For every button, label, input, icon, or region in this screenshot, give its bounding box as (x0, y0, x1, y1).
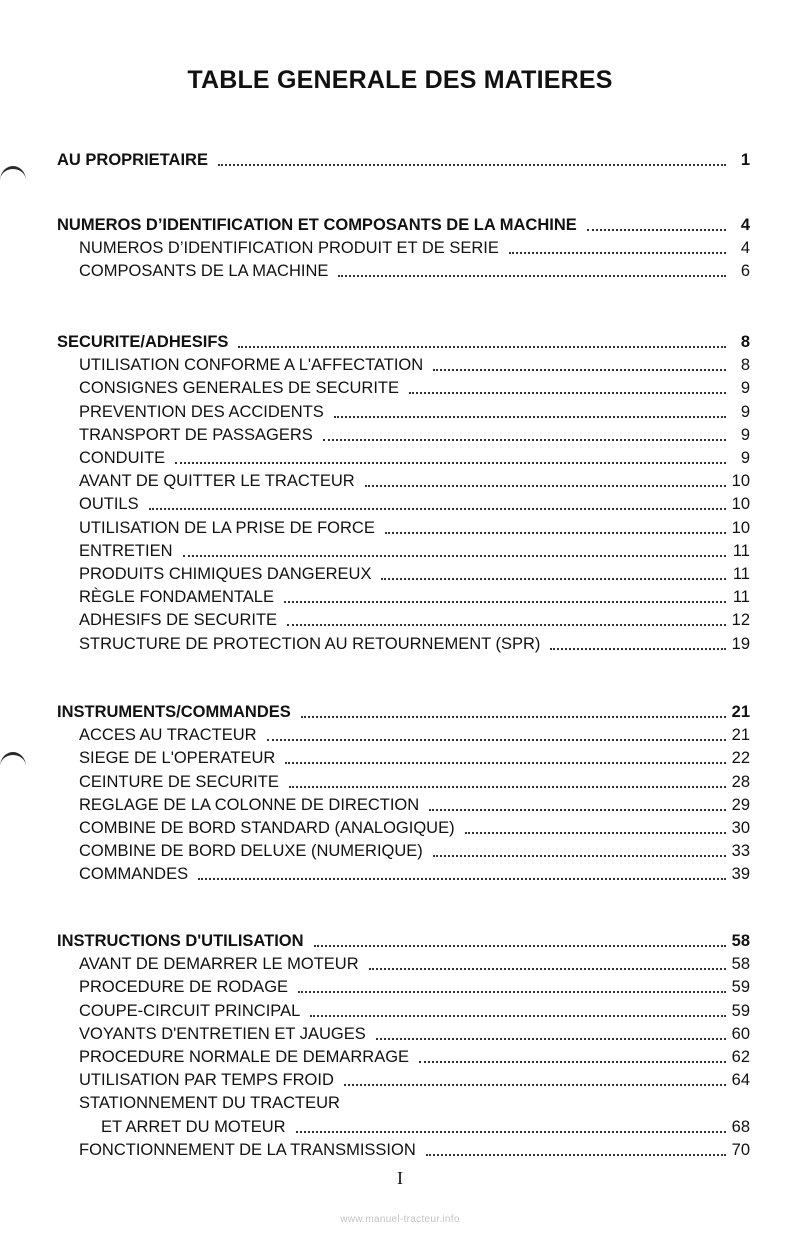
entry-page-number: 70 (731, 1140, 750, 1159)
entry-page-number: 10 (731, 495, 750, 514)
entry-page-number: 58 (731, 932, 750, 950)
entry-page-number: 10 (731, 518, 750, 537)
watermark: www.manuel-tracteur.info (340, 1214, 460, 1225)
entry-label: PRODUITS CHIMIQUES DANGEREUX (79, 565, 372, 583)
entry-page-number: 12 (731, 611, 750, 630)
dot-leader (429, 809, 725, 811)
entry-label: ET ARRET DU MOTEUR (101, 1117, 286, 1136)
toc-entry[interactable] (79, 375, 750, 398)
dot-leader (238, 346, 726, 348)
entry-label: COMMANDES (79, 865, 189, 884)
dot-leader (385, 532, 726, 534)
entry-label: PROCEDURE NORMALE DE DEMARRAGE (79, 1048, 410, 1066)
entry-label: AVANT DE DEMARRER LE MOTEUR (79, 955, 359, 974)
dot-leader (465, 832, 726, 834)
toc-entry[interactable] (79, 861, 750, 884)
toc-entry[interactable] (79, 258, 750, 281)
toc-entry[interactable] (79, 468, 750, 491)
entry-page-number: 68 (731, 1117, 750, 1136)
toc-entry[interactable] (101, 1114, 750, 1137)
toc-entry[interactable] (79, 1090, 750, 1113)
entry-page-number: 8 (740, 356, 750, 375)
dot-leader (285, 762, 725, 764)
dot-leader (284, 601, 726, 603)
dot-leader (426, 1154, 726, 1156)
entry-page-number: 4 (740, 216, 750, 234)
entry-label: UTILISATION PAR TEMPS FROID (79, 1071, 334, 1090)
entry-label: COUPE-CIRCUIT PRINCIPAL (79, 1001, 301, 1020)
dot-leader (298, 991, 726, 993)
toc-entry[interactable] (79, 745, 750, 768)
toc-entry[interactable] (79, 584, 750, 607)
dot-leader (287, 624, 726, 626)
toc-entry[interactable] (79, 445, 750, 468)
entry-label: VOYANTS D'ENTRETIEN ET JAUGES (79, 1024, 366, 1043)
dot-leader (338, 275, 726, 277)
dot-leader (198, 878, 726, 880)
toc-section-heading[interactable] (57, 212, 750, 235)
dot-leader (323, 439, 726, 441)
entry-label: TRANSPORT DE PASSAGERS (79, 425, 313, 444)
toc-entry[interactable] (79, 974, 750, 997)
entry-label: REGLAGE DE LA COLONNE DE DIRECTION (79, 795, 420, 814)
entry-page-number: 9 (740, 379, 750, 398)
dot-leader (433, 369, 726, 371)
dot-leader (419, 1061, 726, 1063)
entry-label: COMBINE DE BORD DELUXE (NUMERIQUE) (79, 842, 423, 861)
toc-entry[interactable] (79, 1067, 750, 1090)
toc-section-heading[interactable] (57, 928, 750, 951)
entry-label: NUMEROS D’IDENTIFICATION PRODUIT ET DE SERIE (79, 239, 499, 258)
entry-page-number: 1 (740, 151, 750, 169)
toc-entry[interactable] (79, 838, 750, 861)
entry-label: AVANT DE QUITTER LE TRACTEUR (79, 472, 355, 491)
dot-leader (301, 716, 726, 718)
toc-entry[interactable] (79, 538, 750, 561)
toc-entry[interactable] (79, 422, 750, 445)
binder-hole-mark-bottom (0, 752, 26, 781)
entry-page-number: 58 (731, 955, 750, 974)
dot-leader (334, 416, 726, 418)
dot-leader (310, 1015, 725, 1017)
toc-entry[interactable] (79, 631, 750, 654)
entry-page-number: 6 (740, 262, 750, 281)
toc-entry[interactable] (79, 815, 750, 838)
entry-label: AU PROPRIETAIRE (57, 151, 208, 169)
toc-entry[interactable] (79, 235, 750, 258)
dot-leader (409, 392, 726, 394)
entry-label: UTILISATION CONFORME A L'AFFECTATION (79, 356, 424, 375)
dot-leader (218, 164, 726, 166)
toc-entry[interactable] (79, 1044, 750, 1067)
toc-entry[interactable] (79, 769, 750, 792)
toc-entry[interactable] (79, 998, 750, 1021)
toc-section-heading[interactable] (57, 329, 750, 352)
dot-leader (344, 1084, 726, 1086)
entry-label: SIEGE DE L'OPERATEUR (79, 749, 276, 768)
entry-page-number: 62 (731, 1048, 750, 1066)
dot-leader (365, 485, 726, 487)
entry-page-number: 30 (731, 819, 750, 837)
entry-page-number: 9 (740, 449, 750, 467)
entry-label: CONDUITE (79, 449, 166, 467)
dot-leader (289, 786, 726, 788)
entry-page-number: 21 (731, 703, 750, 721)
entry-label: PROCEDURE DE RODAGE (79, 978, 289, 997)
entry-label: ACCES AU TRACTEUR (79, 726, 257, 745)
entry-page-number: 11 (732, 588, 750, 607)
entry-label: CEINTURE DE SECURITE (79, 772, 279, 791)
toc-section-heading[interactable] (57, 147, 750, 170)
entry-label: PREVENTION DES ACCIDENTS (79, 402, 324, 421)
toc-entry[interactable] (79, 515, 750, 538)
entry-label: FONCTIONNEMENT DE LA TRANSMISSION (79, 1140, 416, 1159)
entry-page-number: 19 (731, 634, 750, 653)
entry-page-number: 11 (732, 565, 750, 583)
dot-leader (433, 855, 726, 857)
toc-entry[interactable] (79, 607, 750, 630)
entry-page-number: 11 (732, 541, 750, 560)
toc-entry[interactable] (79, 1137, 750, 1160)
entry-page-number: 9 (740, 402, 750, 421)
entry-page-number: 59 (731, 1001, 750, 1020)
entry-page-number: 4 (740, 239, 750, 258)
entry-label: COMBINE DE BORD STANDARD (ANALOGIQUE) (79, 819, 455, 837)
entry-page-number: 21 (731, 726, 750, 745)
entry-page-number: 39 (731, 865, 750, 884)
entry-page-number: 22 (731, 749, 750, 768)
entry-label: STRUCTURE DE PROTECTION AU RETOURNEMENT (SPR) (79, 634, 541, 653)
entry-page-number: 64 (731, 1071, 750, 1090)
entry-label: RÈGLE FONDAMENTALE (79, 588, 274, 607)
dot-leader (376, 1038, 726, 1040)
dot-leader (267, 739, 726, 741)
entry-label: UTILISATION DE LA PRISE DE FORCE (79, 518, 375, 537)
dot-leader (149, 508, 726, 510)
toc-entry[interactable] (79, 951, 750, 974)
entry-label: OUTILS (79, 495, 139, 514)
dot-leader (314, 945, 726, 947)
entry-label: INSTRUCTIONS D'UTILISATION (57, 932, 304, 950)
dot-leader (550, 648, 725, 650)
dot-leader (509, 252, 726, 254)
entry-page-number: 9 (740, 425, 750, 444)
toc-section-heading[interactable] (57, 699, 750, 722)
toc-entry[interactable] (79, 491, 750, 514)
entry-label: ENTRETIEN (79, 541, 173, 560)
toc-entry[interactable] (79, 722, 750, 745)
entry-label: COMPOSANTS DE LA MACHINE (79, 262, 329, 281)
entry-page-number: 59 (731, 978, 750, 997)
binder-hole-mark-top (0, 166, 26, 195)
toc-entry[interactable] (79, 1021, 750, 1044)
entry-label: SECURITE/ADHESIFS (57, 333, 229, 351)
entry-page-number: 28 (731, 772, 750, 791)
page-title: TABLE GENERALE DES MATIERES (187, 66, 613, 94)
toc-entry[interactable] (79, 399, 750, 422)
entry-label: NUMEROS D’IDENTIFICATION ET COMPOSANTS DE LA MACHINE (57, 216, 577, 234)
entry-page-number: 60 (731, 1024, 750, 1043)
entry-page-number: 10 (731, 472, 750, 491)
toc-entry[interactable] (79, 561, 750, 584)
dot-leader (587, 229, 726, 231)
page-number: I (397, 1168, 403, 1188)
dot-leader (183, 555, 726, 557)
dot-leader (296, 1131, 726, 1133)
dot-leader (175, 462, 726, 464)
entry-label: ADHESIFS DE SECURITE (79, 611, 278, 630)
toc-entry[interactable] (79, 792, 750, 815)
entry-label: CONSIGNES GENERALES DE SECURITE (79, 379, 399, 398)
entry-page-number: 33 (731, 842, 750, 861)
entry-page-number: 29 (731, 795, 750, 814)
dot-leader (381, 578, 726, 580)
toc-entry[interactable] (79, 352, 750, 375)
entry-page-number: 8 (740, 333, 750, 351)
entry-label: INSTRUMENTS/COMMANDES (57, 703, 291, 721)
dot-leader (369, 968, 726, 970)
entry-label: STATIONNEMENT DU TRACTEUR (79, 1094, 340, 1113)
